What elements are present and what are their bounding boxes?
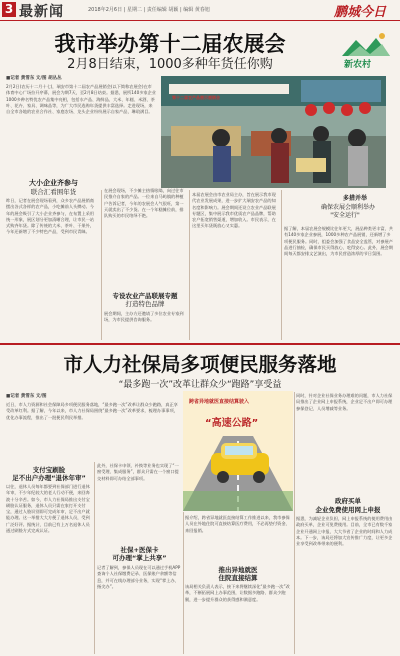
subhead-participation-2: 联合汇看围年货	[30, 188, 77, 196]
column-2b: 此外，社保卡申领、补换等业务也实现了“一窗受理、集成服务”，群众只需在一个窗口提交材料即可办结全部事项。	[97, 463, 179, 481]
subhead-alipay-2: 足不出户办理“退休年审”	[12, 474, 86, 482]
subhead-remote-medical-2: 住院直接结算	[218, 574, 258, 582]
column-2d: 据悉，为减轻企业负担，网上申报系统的使用费用由政府买单，企业可免费使用。目前，全市已有数千家企业开通网上申报，大大节省了企业的时间和人力成本。下一步，该局还将加大宣传推广力度，让更多企业享受到改革带来的便利。	[296, 516, 393, 547]
subhead-special-exhibit: 专设农业产品联展专题	[112, 292, 178, 300]
subhead-social-card-2: 可办理“掌上共享”	[112, 554, 167, 562]
cartoon-highway-label: “高速公路”	[205, 418, 259, 429]
byline-2: ■记者 黄雪东 文/图	[6, 394, 47, 399]
emblem-label: 新农村	[344, 60, 372, 70]
subhead-measures-2: 确保农展会顺利举办	[320, 204, 375, 211]
column-2-right-top: 同时，针对企业社保业务办理难的问题，市人力社保局推出了企业网上申报系统，企业足不出户即可办理参保登记、人员增减等业务。	[296, 393, 393, 411]
headline-1: 我市举办第十二届农展会	[54, 32, 286, 56]
subhead-special-exhibit-2: 打造特色品牌	[125, 300, 165, 308]
photo-banner-text: 第十二届农产品展示展销会	[172, 95, 220, 100]
column-1b: 在展会现场，不少摊主热情吆喝，向过往市民推介自家的产品。一位来自马屿镇的种植户告诉记者，今年的农展会人气很旺，第一天就卖出了不少货。在一个年糕摊位前，排队购买的市民络绎不绝。	[104, 188, 184, 219]
column-2a: 以往，退休人员每年都要到社保部门进行退休年审，不少年纪较大的老人行动不便，来回奔波十分辛苦。如今，市人力社保局推出支付宝刷脸认证服务，退休人员只需在家打开支付宝，通过人脸识别即可完成年审，足不出户就能办理。这一举措大大方便了退休人员，受到广泛好评。据统计，目前已有上万名退休人员通过刷脸方式完成认证。	[6, 484, 90, 534]
column-divider	[183, 512, 184, 654]
column-1d: 据了解，本届农展会规模比往年更大，展品种类更丰富，共有140多家企业参展，1000多种农产品展销，还新增了多项便民服务。同时，组委会加强了食品安全监管，对参展产品进行抽检，确保市民买得放心、吃得安心。此外，展会期间每天都安排文艺演出，为市民营造浓厚的节日氛围。	[284, 226, 393, 257]
lead-paragraph-1: 2月2日(农历十二月十七)，瑞安市第十二届农产品展销会(以下简称农展会)在市体育中心广场拉开序幕，展会为期7天，至2月8日结束。据悉，展所140多家企业1000多种名特优农产品集中亮相，包括水产品、海鲜品、大米、年糕、米酒、茶叶、花卉、家具、调味品等，为广大市民选购年货提供丰富选择。走进现场，来自全市各地的农业合作社、家庭农场、龙头企业纷纷展示自家产品，琳琅满目。	[6, 84, 156, 115]
dateline: 2018年2月6日 | 星期二 | 责任编辑 胡颖 | 编辑 黄春旭	[88, 7, 210, 13]
subhead-social-card: 社保+医保卡	[120, 546, 159, 554]
column-divider	[294, 392, 295, 654]
subhead-measures: 多措并举	[342, 195, 367, 202]
subhead-government-pays-2: 企业免费使用网上申报	[315, 506, 381, 514]
headline-2: 市人力社保局多项便民服务落地	[63, 353, 337, 376]
column-divider	[281, 190, 282, 340]
column-divider	[94, 462, 95, 654]
column-1e: 展会期间，主办方还邀请了多位农业专家到场，为市民提供咨询服务。	[104, 311, 184, 323]
byline-1: ■记者 黄雪东 文/图 胡丛丛	[6, 76, 62, 81]
cartoon-caption: 跨省异地就医直接结算驶入	[189, 399, 250, 405]
subheadline-1: 2月8日结束，1000多种年货任你购	[67, 57, 273, 72]
column-2c-lower: 该局相关负责人表示，接下来将继续深化“最多跑一次”改革，不断拓展网上办事范围，让数据多跑路、群众少跑腿，进一步提升群众的获得感和满意度。	[185, 584, 290, 602]
newspaper-logo: 鹏城今日	[334, 5, 387, 20]
subhead-government-pays: 政府买单	[335, 497, 361, 505]
section-title: 最新闻	[19, 4, 64, 20]
subhead-remote-medical: 推出异地就医	[218, 566, 258, 574]
column-divider	[101, 190, 102, 340]
page-number: 3	[2, 2, 16, 17]
subhead-participation: 大小企业齐参与	[29, 179, 78, 187]
column-2c: 据介绍，跨省异地就医直接结算工作推进以来，我市参保人员在外地住院可直接结算医疗费用，不必再垫付资金、来回报销。	[185, 515, 290, 533]
subhead-measures-3: "安全运行"	[330, 212, 360, 219]
lead-paragraph-2: 近日，市人力资源和社会保障局多项便民服务落地，“最多跑一次”改革让群众少跑路，真正享受改革红利。据了解，今年以来，市人力社保局围绕“最多跑一次”改革要求，梳理办事事项，优化办事流程，推出了一批便民利民举措。	[6, 402, 178, 420]
highway-car-cartoon	[183, 391, 293, 511]
column-2b-lower: 记者了解到，参保人员现在可以通过手机APP查询个人社保缴费记录、医保账户余额等信息，并可在线办理部分业务，实现“掌上办、指尖办”。	[97, 565, 181, 589]
expo-market-photo	[161, 76, 386, 188]
subheadline-2: “最多跑一次”改革让群众少“跑路”享受益	[118, 380, 282, 390]
section-divider	[0, 343, 400, 345]
subhead-alipay: 支付宝刷脸	[32, 466, 66, 474]
column-1a: 昨日，记者在展会现场看到，众多农产品展销商摆出各式各样的农产品，小吃摊前人头攒动。今年的展会吸引了大小企业齐参与，在布置上采用统一形象，展区划分更加清晰合理，让市民一站式购齐年货。除了传统的大米、茶叶、干果外，今年还新增了不少特色产品，受到市民青睐。	[6, 198, 94, 235]
column-divider	[189, 190, 190, 340]
column-1c: 本届农展会由市农业局主办，旨在展示我市现代农业发展成果，进一步扩大瑞安农产品的知名度和影响力。展会期间还设立农业产品联展专题区，集中展示我市优质农产品品牌，帮助农户拓宽销售渠道，增加收入。市民表示，在这里买年货既放心又实惠。	[192, 192, 276, 229]
